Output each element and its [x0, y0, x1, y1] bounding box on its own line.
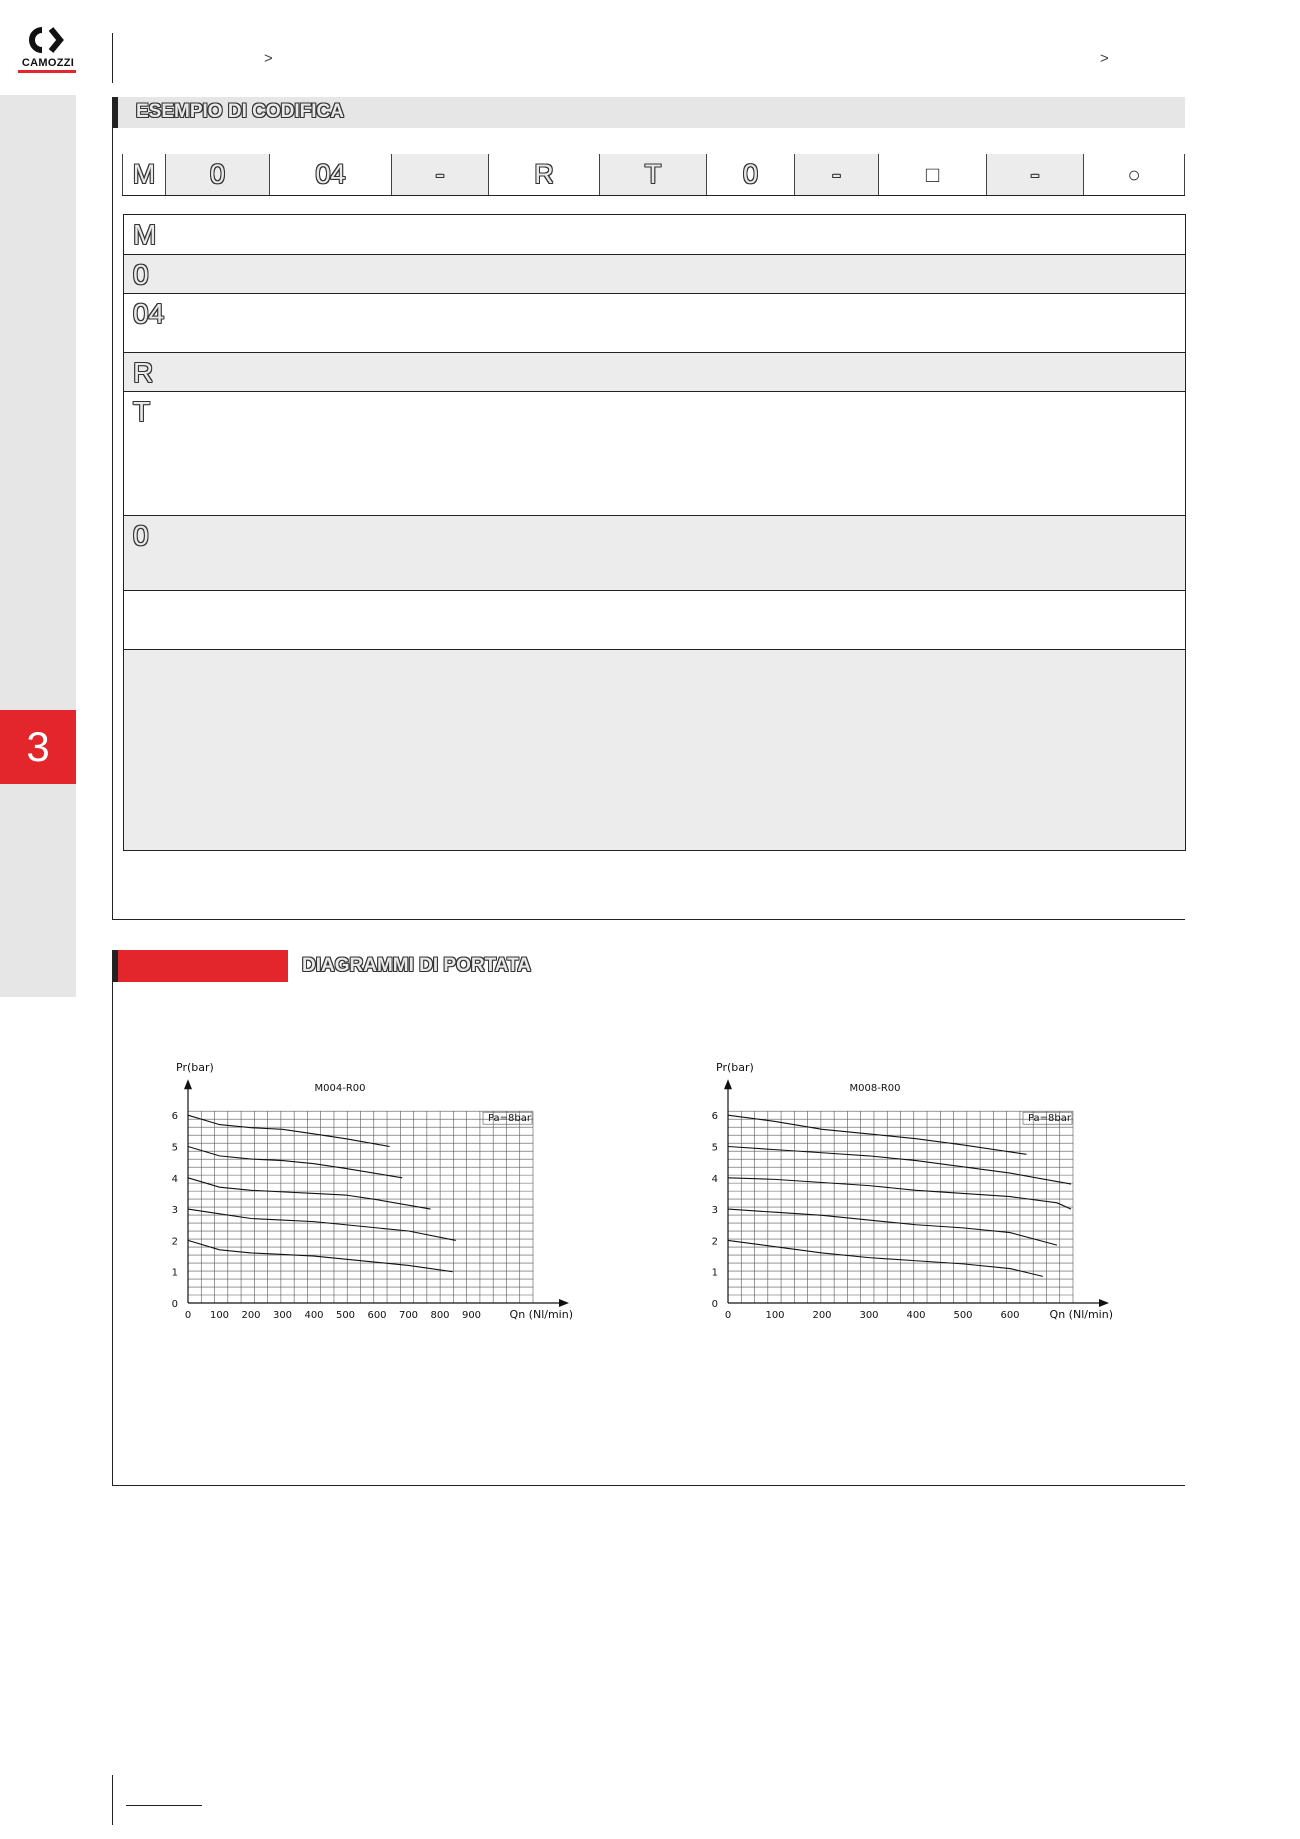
y-tick-label: 6: [171, 1111, 178, 1123]
description-key: 04: [133, 298, 165, 329]
chart-title: M004-R00: [314, 1083, 366, 1095]
section-bottom-rule: [112, 919, 1185, 920]
x-tick-label: 800: [430, 1310, 450, 1321]
code-cell[interactable]: □: [878, 154, 986, 195]
x-tick-label: 300: [859, 1310, 879, 1321]
y-tick-label: 0: [171, 1299, 178, 1310]
footer-left-rule: [112, 1775, 113, 1825]
diagram-header-marker: [112, 950, 118, 982]
code-cell[interactable]: ○: [1083, 154, 1185, 195]
x-tick-label: 300: [272, 1310, 293, 1321]
description-key: 0: [133, 520, 149, 551]
section-bottom-rule: [112, 1485, 1185, 1486]
flow-chart-m004: [150, 1050, 610, 1330]
header-rule: [112, 33, 113, 83]
x-tick-label: 600: [367, 1310, 387, 1321]
breadcrumb-separator: >: [1100, 50, 1109, 67]
chart-grid: [188, 1111, 533, 1303]
chart-annotation: Pa=8bar: [1027, 1113, 1071, 1125]
code-cell[interactable]: -: [794, 154, 878, 195]
logo-wordmark: CAMOZZI: [21, 57, 75, 69]
series-line: [728, 1209, 1057, 1245]
flow-chart-m008: [690, 1050, 1150, 1330]
code-cell[interactable]: T: [599, 154, 706, 195]
x-tick-label: 0: [724, 1310, 732, 1321]
section-header-marker: [112, 97, 118, 128]
code-description-table: [123, 214, 1186, 851]
code-cell[interactable]: 0: [165, 154, 269, 195]
x-tick-label: 200: [812, 1310, 832, 1321]
breadcrumb-separator: >: [264, 50, 273, 67]
y-tick-label: 5: [171, 1142, 178, 1154]
code-cell[interactable]: -: [986, 154, 1083, 195]
x-tick-label: 600: [1000, 1310, 1020, 1321]
frame1-left-rule: [112, 97, 113, 919]
series-line: [728, 1115, 1026, 1154]
x-tick-label: 500: [953, 1310, 973, 1321]
x-axis-label: Qn (Nl/min): [509, 1308, 573, 1321]
y-axis-arrow-icon: [184, 1079, 192, 1089]
y-tick-label: 5: [711, 1142, 718, 1154]
code-cell[interactable]: -: [391, 154, 488, 195]
y-tick-label: 3: [711, 1205, 718, 1217]
x-tick-label: 0: [184, 1310, 192, 1321]
description-row: [124, 215, 1185, 254]
x-tick-label: 100: [765, 1310, 785, 1321]
description-row: [124, 515, 1185, 590]
chapter-tab[interactable]: 3: [0, 710, 76, 784]
x-axis-arrow-icon: [1099, 1299, 1109, 1307]
section-title-diagrammi: DIAGRAMMI DI PORTATA: [302, 955, 532, 976]
side-band: [0, 95, 76, 997]
y-tick-label: 3: [171, 1205, 178, 1217]
description-row: [124, 649, 1185, 850]
y-tick-label: 1: [171, 1267, 178, 1279]
logo-underline: [18, 70, 76, 73]
x-axis-label: Qn (Nl/min): [1049, 1308, 1113, 1321]
description-row: [124, 352, 1185, 391]
series-line: [188, 1209, 456, 1240]
code-example-row: [122, 154, 1185, 196]
description-row: [124, 254, 1185, 293]
x-tick-label: 400: [304, 1310, 324, 1321]
description-row: [124, 391, 1185, 515]
y-tick-label: 2: [711, 1236, 718, 1248]
description-key: 0: [133, 259, 149, 290]
description-row: [124, 590, 1185, 649]
diagram-header-red-bar: [112, 950, 288, 982]
description-key: M: [133, 219, 157, 250]
y-axis-label: Pr(bar): [716, 1061, 754, 1075]
y-axis-label: Pr(bar): [176, 1061, 214, 1075]
chart-grid: [728, 1111, 1073, 1303]
x-tick-label: 900: [461, 1310, 482, 1321]
y-axis-arrow-icon: [724, 1079, 732, 1089]
code-cell[interactable]: M: [122, 154, 165, 195]
y-tick-label: 4: [711, 1173, 718, 1185]
x-tick-label: 500: [335, 1310, 356, 1321]
description-row: [124, 293, 1185, 352]
description-key: R: [133, 357, 154, 388]
section-title-codifica: ESEMPIO DI CODIFICA: [136, 101, 344, 122]
x-tick-label: 700: [398, 1310, 419, 1321]
chart-annotation: Pa=8bar: [487, 1113, 531, 1125]
footer-rule: [126, 1805, 202, 1806]
x-axis-arrow-icon: [559, 1299, 569, 1307]
description-key: T: [133, 396, 151, 427]
x-tick-label: 400: [906, 1310, 926, 1321]
code-cell[interactable]: 04: [269, 154, 391, 195]
x-tick-label: 100: [209, 1310, 230, 1321]
y-tick-label: 0: [711, 1299, 718, 1310]
frame2-left-rule: [112, 950, 113, 1485]
code-cell[interactable]: 0: [706, 154, 794, 195]
code-cell[interactable]: R: [488, 154, 599, 195]
chart-title: M008-R00: [849, 1083, 901, 1095]
y-tick-label: 1: [711, 1267, 718, 1279]
x-tick-label: 200: [241, 1310, 261, 1321]
y-tick-label: 2: [171, 1236, 178, 1248]
y-tick-label: 6: [711, 1111, 718, 1123]
series-line: [188, 1115, 390, 1146]
series-line: [188, 1178, 431, 1209]
y-tick-label: 4: [171, 1173, 178, 1185]
